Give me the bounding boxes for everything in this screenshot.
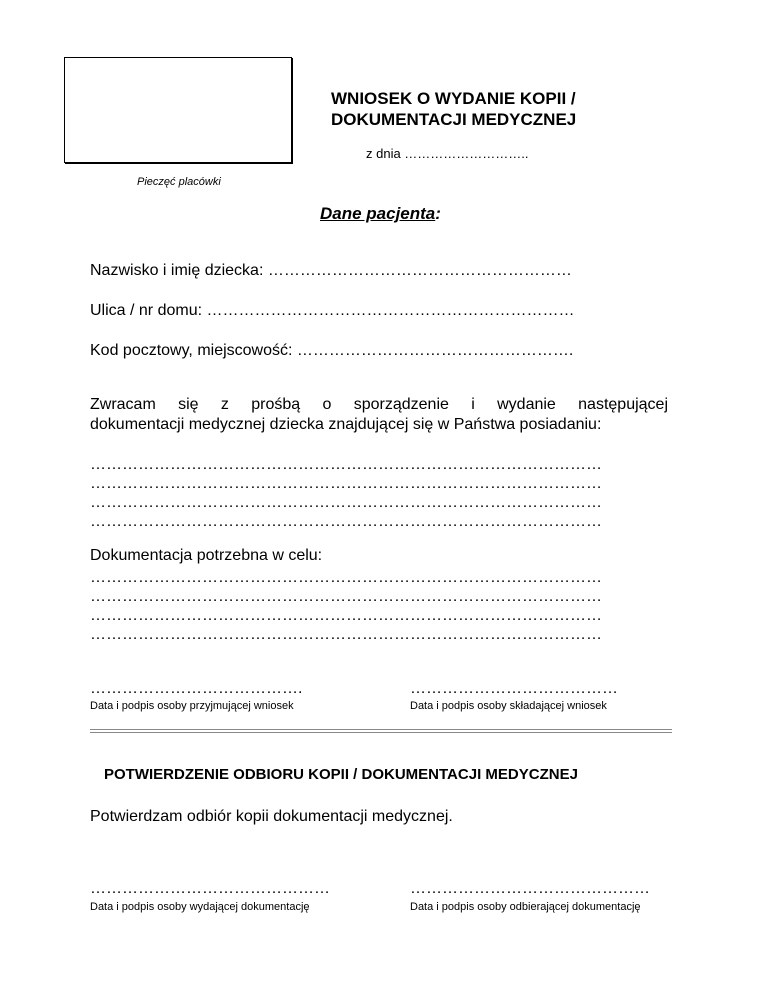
- request-paragraph-line2: dokumentacji medycznej dziecka znajdującej się w Państwa posiadaniu:: [90, 416, 602, 433]
- stamp-box: [64, 57, 292, 163]
- street-field[interactable]: Ulica / nr domu: ……………………………………………………………: [90, 302, 575, 319]
- child-name-field[interactable]: Nazwisko i imię dziecka: …………………………………………………: [90, 262, 572, 279]
- confirmation-title: POTWIERDZENIE ODBIORU KOPII / DOKUMENTACJI MEDYCZNEJ: [104, 766, 578, 783]
- section-divider: [90, 729, 672, 733]
- form-title-line2: DOKUMENTACJI MEDYCZNEJ: [331, 110, 577, 129]
- date-field[interactable]: z dnia ………………………..: [366, 146, 529, 161]
- purpose-dot-lines[interactable]: [90, 568, 670, 644]
- issuer-signature-label: Data i podpis osoby wydającej dokumentację: [90, 901, 310, 913]
- dot-line[interactable]: ……………………………………………………………………………………: [90, 494, 602, 511]
- applicant-signature-dots[interactable]: …………………………………: [410, 680, 618, 697]
- dot-line[interactable]: ……………………………………………………………………………………: [90, 588, 602, 605]
- request-paragraph-line1: Zwracam się z prośbą o sporządzenie i wydanie następującej: [90, 396, 668, 413]
- dot-line[interactable]: ……………………………………………………………………………………: [90, 626, 602, 643]
- recipient-signature-label: Data i podpis osoby odbierającej dokumentację: [410, 901, 641, 913]
- confirmation-text: Potwierdzam odbiór kopii dokumentacji medycznej.: [90, 808, 453, 825]
- receiver-signature-dots[interactable]: ………………………………….: [90, 680, 303, 697]
- applicant-signature-label: Data i podpis osoby składającej wniosek: [410, 700, 607, 712]
- purpose-label: Dokumentacja potrzebna w celu:: [90, 547, 323, 564]
- issuer-signature-dots[interactable]: ………………………………………: [90, 880, 330, 897]
- receiver-signature-label: Data i podpis osoby przyjmującej wniosek: [90, 700, 294, 712]
- patient-section-colon: :: [435, 204, 441, 223]
- postal-city-field[interactable]: Kod pocztowy, miejscowość: …………………………………………….: [90, 342, 574, 359]
- recipient-signature-dots[interactable]: ………………………………………: [410, 880, 650, 897]
- dot-line[interactable]: ……………………………………………………………………………………: [90, 475, 602, 492]
- dot-line[interactable]: ……………………………………………………………………………………: [90, 456, 602, 473]
- form-title: [331, 88, 576, 130]
- form-title-line1: WNIOSEK O WYDANIE KOPII /: [331, 89, 576, 108]
- request-paragraph: [90, 395, 668, 435]
- patient-section-title: [320, 204, 441, 224]
- patient-section-title-text: Dane pacjenta: [320, 204, 436, 223]
- dot-line[interactable]: ……………………………………………………………………………………: [90, 513, 602, 530]
- dot-line[interactable]: ……………………………………………………………………………………: [90, 607, 602, 624]
- stamp-label: Pieczęć placówki: [137, 176, 221, 188]
- request-dot-lines[interactable]: [90, 455, 670, 531]
- dot-line[interactable]: ……………………………………………………………………………………: [90, 569, 602, 586]
